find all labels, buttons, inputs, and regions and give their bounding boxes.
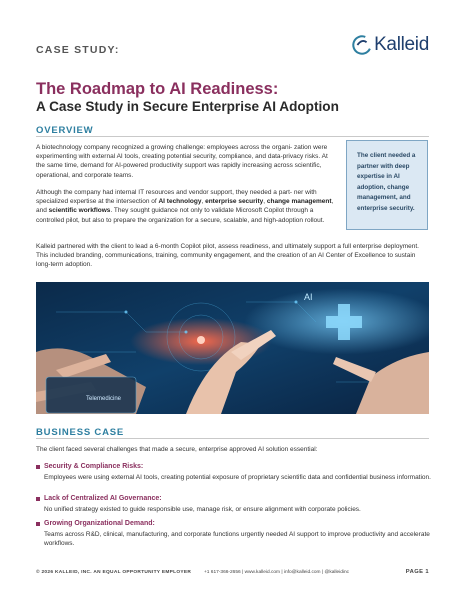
overview-paragraph-2: Although the company had internal IT resources and vendor support, they needed a part- ner with specialized expertise at the intersection of AI technology, enterprise security, change management, and scientific workflows. They sought guidance not only to validate Microsoft Copilot through a controlled pilot, but also to prepare the organization for a secure, scalable, and high-adoption rollout.	[36, 189, 334, 224]
overview-paragraph-3: Kalleid partnered with the client to lead a 6-month Copilot pilot, assess readiness, and ultimately support a full enterprise deployment. This included branding, communications, training, community engagement, and the creation of an AI Center of Excellence to sustain long-term adoption.	[36, 243, 419, 269]
emphasis-enterprise-security: enterprise security	[205, 198, 264, 206]
bullet-title: Security & Compliance Risks:	[44, 463, 144, 470]
bullet-square-icon	[36, 497, 40, 501]
overview-divider	[36, 136, 429, 137]
bullet-square-icon	[36, 465, 40, 469]
overview-paragraph-1: A biotechnology company recognized a growing challenge: employees across the organi- zation were experimenting with external AI tools, creating potential security, compliance, and data-privacy risks. At the same time, demand for AI-powered productivity support was rapidly increasing across scientific, operational, and corporate teams.	[36, 144, 328, 179]
bullet-body: Teams across R&D, clinical, manufacturing, and corporate functions urgently needed AI support to improve productivity and accelerate workflows.	[44, 531, 430, 548]
business-case-divider	[36, 438, 429, 439]
page-number: PAGE 1	[405, 569, 429, 575]
case-study-label: CASE STUDY:	[36, 44, 120, 56]
bullet-body: Employees were using external AI tools, creating potential exposure of proprietary scientific data and confidential business information.	[44, 474, 431, 481]
kalleid-logo	[351, 34, 429, 56]
hero-photo	[36, 282, 429, 414]
page-header	[36, 30, 429, 66]
photo-ai-text: AI	[304, 292, 313, 302]
overview-callout-box: The client needed a partner with deep expertise in AI adoption, change management, and enterprise security.	[346, 140, 428, 230]
emphasis-ai-technology: AI technology	[158, 198, 202, 206]
hero-photo-illustration	[36, 282, 429, 414]
footer-copyright: © 2026 KALLEID, INC. AN EQUAL OPPORTUNITY EMPLOYER	[36, 570, 192, 575]
logo-wordmark: Kalleid	[374, 34, 429, 55]
bullet-title: Lack of Centralized AI Governance:	[44, 495, 162, 502]
photo-tablet-text: Telemedicine	[86, 396, 122, 402]
page-footer	[36, 569, 429, 579]
emphasis-scientific-workflows: scientific workflows	[48, 207, 111, 215]
page-title: The Roadmap to AI Readiness:	[36, 80, 279, 98]
page-subtitle: A Case Study in Secure Enterprise AI Adoption	[36, 99, 339, 114]
emphasis-change-management: change management	[266, 198, 332, 206]
business-case-heading: BUSINESS CASE	[36, 427, 125, 438]
overview-heading: OVERVIEW	[36, 125, 94, 136]
bullet-title: Growing Organizational Demand:	[44, 520, 155, 527]
bullet-square-icon	[36, 522, 40, 526]
kalleid-logo-mark-icon	[351, 34, 373, 56]
business-case-intro: The client faced several challenges that made a secure, enterprise approved AI solution essential:	[36, 446, 318, 453]
footer-contact: +1 617-366-2656 | www.kalleid.com | info@kalleid.com | @kalleidinc	[204, 570, 350, 575]
bullet-body: No unified strategy existed to guide responsible use, manage risk, or ensure alignment with corporate policies.	[44, 506, 361, 513]
